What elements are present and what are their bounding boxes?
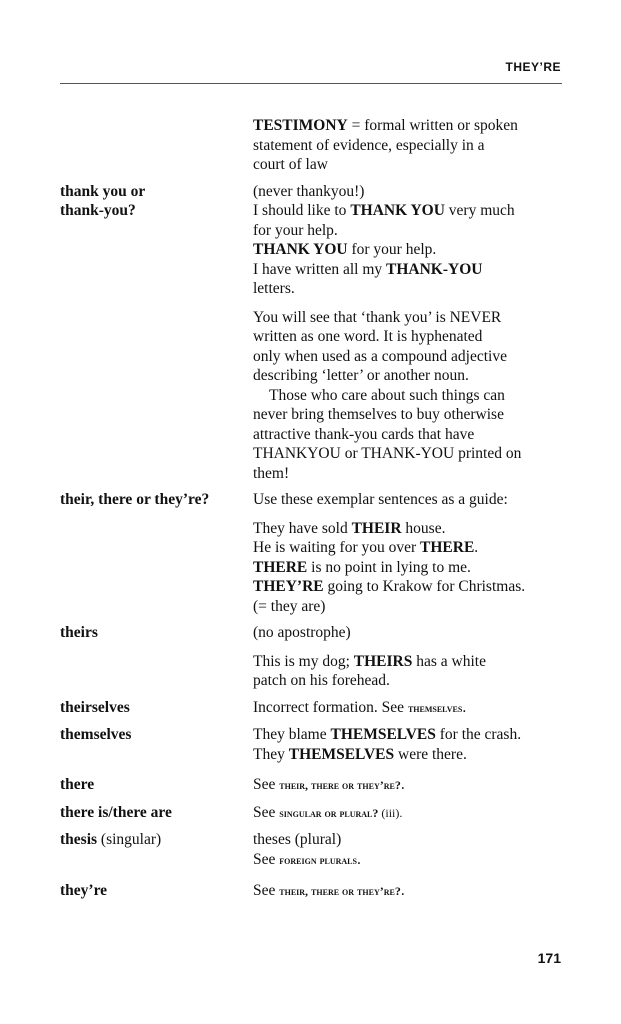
entry-themselves (60, 725, 562, 764)
entry-definition: See their, there or they’re?. (253, 776, 405, 793)
cross-reference: singular or plural? (279, 805, 379, 820)
entry-testimony (60, 116, 562, 175)
glossary-content (60, 116, 562, 909)
entry-theirs (60, 623, 562, 691)
entry-definition: TESTIMONY = formal written or spoken statement of evidence, especially in a court of law (253, 117, 518, 173)
entry-definition: Use these exemplar sentences as a guide: They have sold THEIR house. He is waiting for you over THERE. THERE is no point in lying to me. THEY’RE going to Krakow for Christmas. (= they are) (253, 491, 526, 615)
entry-term: their, there or they’re? (60, 491, 210, 508)
entry-theyre (60, 881, 562, 902)
entry-theirselves (60, 698, 562, 719)
entry-definition: (never thankyou!) I should like to THANK YOU very much for your help. THANK YOU for your help. I have written all my THANK-YOU letters. You will see that ‘thank you’ is NEVER written as one word. It is hyphenated only when used as a compound adjective describing ‘letter’ or another noun. Those who care about such things can never bring themselves to buy otherwise attractive thank-you cards that have THANKYOU or THANK-YOU printed on them! (253, 182, 522, 482)
entry-definition: They blame THEMSELVES for the crash. They THEMSELVES were there. (253, 726, 522, 763)
entry-there (60, 775, 562, 796)
entry-term: theirs (60, 624, 98, 641)
entry-definition: Incorrect formation. See themselves. (253, 698, 467, 716)
entry-thank-you (60, 182, 562, 484)
entry-term (60, 116, 253, 175)
cross-reference: themselves (407, 700, 463, 715)
entry-their-there-theyre (60, 490, 562, 616)
entry-definition: See their, there or they’re?. (253, 882, 405, 899)
entry-term: thank you or thank-you? (60, 182, 146, 219)
entry-term: there is/there are (60, 803, 172, 821)
entry-definition: (no apostrophe) This is my dog; THEIRS has a white patch on his forehead. (253, 624, 486, 689)
running-head: THEY’RE (505, 60, 561, 74)
entry-thesis (60, 830, 562, 870)
page-number: 171 (537, 950, 561, 966)
cross-reference: foreign plurals (279, 852, 357, 867)
entry-term: theirselves (60, 698, 130, 716)
entry-definition: See singular or plural? (iii). (253, 803, 403, 821)
entry-term: themselves (60, 726, 132, 743)
cross-reference: their, there or they’re? (279, 778, 401, 792)
entry-term: thesis (singular) (60, 831, 162, 848)
entry-term: they’re (60, 882, 108, 899)
entry-term: there (60, 776, 95, 793)
cross-reference: their, there or they’re? (279, 884, 401, 898)
header-rule (60, 83, 562, 84)
entry-there-is-there-are (60, 803, 562, 824)
entry-definition: theses (plural) See foreign plurals. (253, 831, 361, 868)
